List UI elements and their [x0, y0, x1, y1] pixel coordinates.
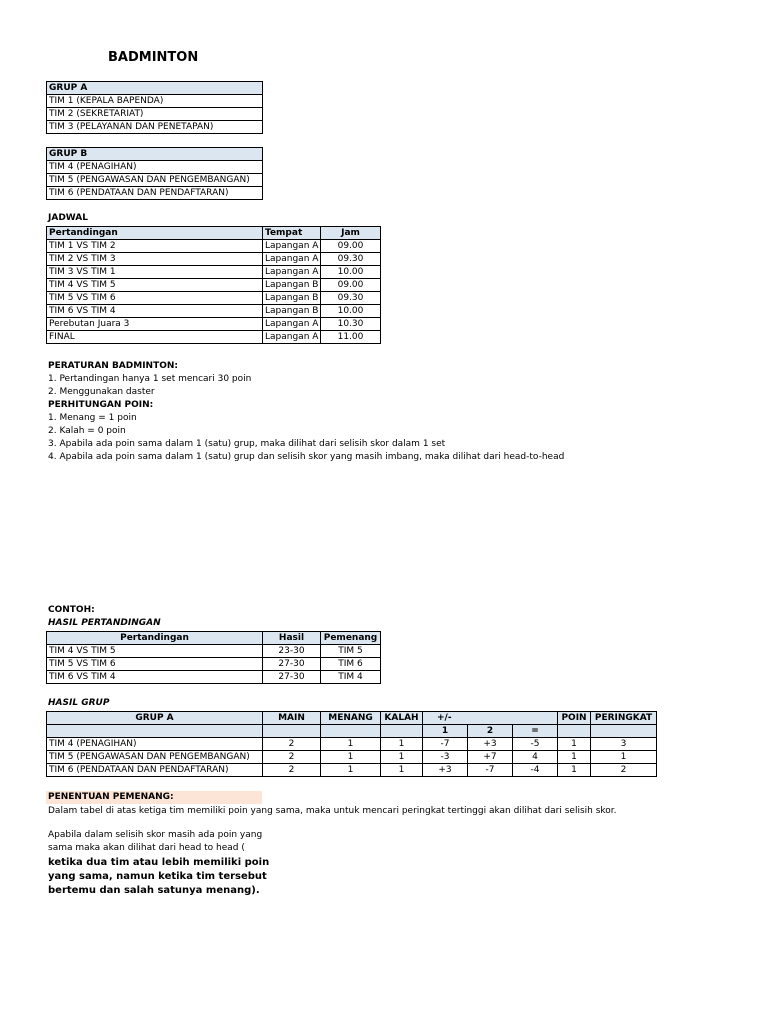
team-cell: TIM 5 (PENGAWASAN DAN PENGEMBANGAN)	[47, 174, 263, 187]
penentuan-bold-line: bertemu dan salah satunya menang).	[48, 885, 260, 896]
match-cell: TIM 2 VS TIM 3	[47, 253, 263, 266]
sub-header: 2	[468, 725, 513, 738]
peraturan-title: PERATURAN BADMINTON:	[48, 361, 179, 371]
hasil-grup-title: HASIL GRUP	[48, 698, 110, 708]
kalah-cell: 1	[381, 764, 423, 777]
time-cell: 09.00	[321, 279, 381, 292]
score-cell: 23-30	[263, 645, 321, 658]
penentuan-bold-line: yang sama, namun ketika tim tersebut	[48, 871, 267, 882]
main-cell: 2	[263, 738, 321, 751]
grup-a-header: GRUP A	[47, 82, 263, 95]
hasil-pertandingan-table	[46, 631, 381, 684]
rule-line: 3. Apabila ada poin sama dalam 1 (satu) grup, maka dilihat dari selisih skor dalam 1 set	[48, 439, 446, 449]
venue-cell: Lapangan A	[263, 331, 321, 344]
blank-cell	[47, 725, 263, 738]
menang-cell: 1	[321, 738, 381, 751]
team-cell: TIM 4 (PENAGIHAN)	[47, 161, 263, 174]
table-row	[47, 266, 381, 279]
venue-cell: Lapangan B	[263, 292, 321, 305]
col-header: MAIN	[263, 712, 321, 725]
poin-cell: 1	[558, 738, 591, 751]
table-row	[47, 738, 657, 751]
col-header: GRUP A	[47, 712, 263, 725]
match-cell: TIM 4 VS TIM 5	[47, 279, 263, 292]
score-total-cell: -5	[513, 738, 558, 751]
penentuan-line: Apabila dalam selisih skor masih ada poin yang	[48, 830, 263, 840]
col-header: KALAH	[381, 712, 423, 725]
peringkat-cell: 3	[591, 738, 657, 751]
score-diff-cell: -7	[423, 738, 468, 751]
penentuan-line: Dalam tabel di atas ketiga tim memiliki poin yang sama, maka untuk mencari peringkat tertinggi akan dilihat dari selisih skor.	[48, 806, 617, 816]
score-diff-cell: +7	[468, 751, 513, 764]
blank-cell	[381, 725, 423, 738]
page-title: BADMINTON	[108, 50, 199, 65]
team-cell: TIM 4 (PENAGIHAN)	[47, 738, 263, 751]
main-cell: 2	[263, 751, 321, 764]
blank-cell	[321, 725, 381, 738]
rule-line: 4. Apabila ada poin sama dalam 1 (satu) grup dan selisih skor yang masih imbang, maka dilihat dari head-to-head	[48, 452, 565, 462]
time-cell: 10.00	[321, 305, 381, 318]
match-cell: TIM 5 VS TIM 6	[47, 658, 263, 671]
main-cell: 2	[263, 764, 321, 777]
col-header: Tempat	[263, 227, 321, 240]
table-row	[47, 305, 381, 318]
team-cell: TIM 6 (PENDATAAN DAN PENDAFTARAN)	[47, 187, 263, 200]
match-cell: TIM 3 VS TIM 1	[47, 266, 263, 279]
kalah-cell: 1	[381, 738, 423, 751]
score-diff-cell: +3	[468, 738, 513, 751]
jadwal-label: JADWAL	[48, 213, 89, 223]
table-row	[47, 318, 381, 331]
match-cell: TIM 1 VS TIM 2	[47, 240, 263, 253]
hasil-grup-table	[46, 711, 657, 777]
table-row	[47, 240, 381, 253]
team-cell: TIM 1 (KEPALA BAPENDA)	[47, 95, 263, 108]
venue-cell: Lapangan B	[263, 279, 321, 292]
venue-cell: Lapangan A	[263, 266, 321, 279]
grup-b-table	[46, 147, 263, 200]
penentuan-line: sama maka akan dilihat dari head to head (	[48, 843, 245, 853]
col-header: Jam	[321, 227, 381, 240]
poin-cell: 1	[558, 751, 591, 764]
table-row	[47, 658, 381, 671]
col-header: POIN	[558, 712, 591, 725]
team-cell: TIM 2 (SEKRETARIAT)	[47, 108, 263, 121]
team-cell: TIM 3 (PELAYANAN DAN PENETAPAN)	[47, 121, 263, 134]
venue-cell: Lapangan A	[263, 240, 321, 253]
winner-cell: TIM 5	[321, 645, 381, 658]
score-diff-cell: -3	[423, 751, 468, 764]
sub-header: =	[513, 725, 558, 738]
penentuan-bold-line: ketika dua tim atau lebih memiliki poin	[48, 857, 270, 868]
score-diff-cell: +3	[423, 764, 468, 777]
table-row	[47, 751, 657, 764]
col-header: PERINGKAT	[591, 712, 657, 725]
blank-cell	[591, 725, 657, 738]
rule-line: 1. Pertandingan hanya 1 set mencari 30 poin	[48, 374, 252, 384]
menang-cell: 1	[321, 751, 381, 764]
col-header: +/-	[423, 712, 558, 725]
sub-header: 1	[423, 725, 468, 738]
score-total-cell: 4	[513, 751, 558, 764]
time-cell: 11.00	[321, 331, 381, 344]
venue-cell: Lapangan A	[263, 318, 321, 331]
score-total-cell: -4	[513, 764, 558, 777]
match-cell: FINAL	[47, 331, 263, 344]
table-row	[47, 253, 381, 266]
rule-line: 1. Menang = 1 poin	[48, 413, 137, 423]
grup-b-header: GRUP B	[47, 148, 263, 161]
match-cell: TIM 5 VS TIM 6	[47, 292, 263, 305]
match-cell: TIM 6 VS TIM 4	[47, 305, 263, 318]
time-cell: 09.00	[321, 240, 381, 253]
time-cell: 09.30	[321, 292, 381, 305]
match-cell: TIM 4 VS TIM 5	[47, 645, 263, 658]
col-header: Pertandingan	[47, 227, 263, 240]
col-header: Hasil	[263, 632, 321, 645]
col-header: Pemenang	[321, 632, 381, 645]
score-cell: 27-30	[263, 671, 321, 684]
time-cell: 10.30	[321, 318, 381, 331]
blank-cell	[263, 725, 321, 738]
venue-cell: Lapangan B	[263, 305, 321, 318]
col-header: Pertandingan	[47, 632, 263, 645]
perhitungan-title: PERHITUNGAN POIN:	[48, 400, 154, 410]
blank-cell	[558, 725, 591, 738]
team-cell: TIM 6 (PENDATAAN DAN PENDAFTARAN)	[47, 764, 263, 777]
score-diff-cell: -7	[468, 764, 513, 777]
table-row	[47, 279, 381, 292]
kalah-cell: 1	[381, 751, 423, 764]
table-row	[47, 292, 381, 305]
penentuan-title: PENENTUAN PEMENANG:	[46, 791, 262, 804]
table-row	[47, 331, 381, 344]
hasil-pertandingan-title: HASIL PERTANDINGAN	[48, 618, 161, 628]
table-row	[47, 645, 381, 658]
peringkat-cell: 1	[591, 751, 657, 764]
time-cell: 09.30	[321, 253, 381, 266]
col-header: MENANG	[321, 712, 381, 725]
rule-line: 2. Menggunakan daster	[48, 387, 155, 397]
team-cell: TIM 5 (PENGAWASAN DAN PENGEMBANGAN)	[47, 751, 263, 764]
jadwal-table	[46, 226, 381, 344]
rule-line: 2. Kalah = 0 poin	[48, 426, 126, 436]
grup-a-table	[46, 81, 263, 134]
table-row	[47, 764, 657, 777]
menang-cell: 1	[321, 764, 381, 777]
winner-cell: TIM 4	[321, 671, 381, 684]
venue-cell: Lapangan A	[263, 253, 321, 266]
time-cell: 10.00	[321, 266, 381, 279]
match-cell: Perebutan Juara 3	[47, 318, 263, 331]
table-row	[47, 671, 381, 684]
winner-cell: TIM 6	[321, 658, 381, 671]
peringkat-cell: 2	[591, 764, 657, 777]
contoh-label: CONTOH:	[48, 605, 95, 615]
match-cell: TIM 6 VS TIM 4	[47, 671, 263, 684]
poin-cell: 1	[558, 764, 591, 777]
score-cell: 27-30	[263, 658, 321, 671]
